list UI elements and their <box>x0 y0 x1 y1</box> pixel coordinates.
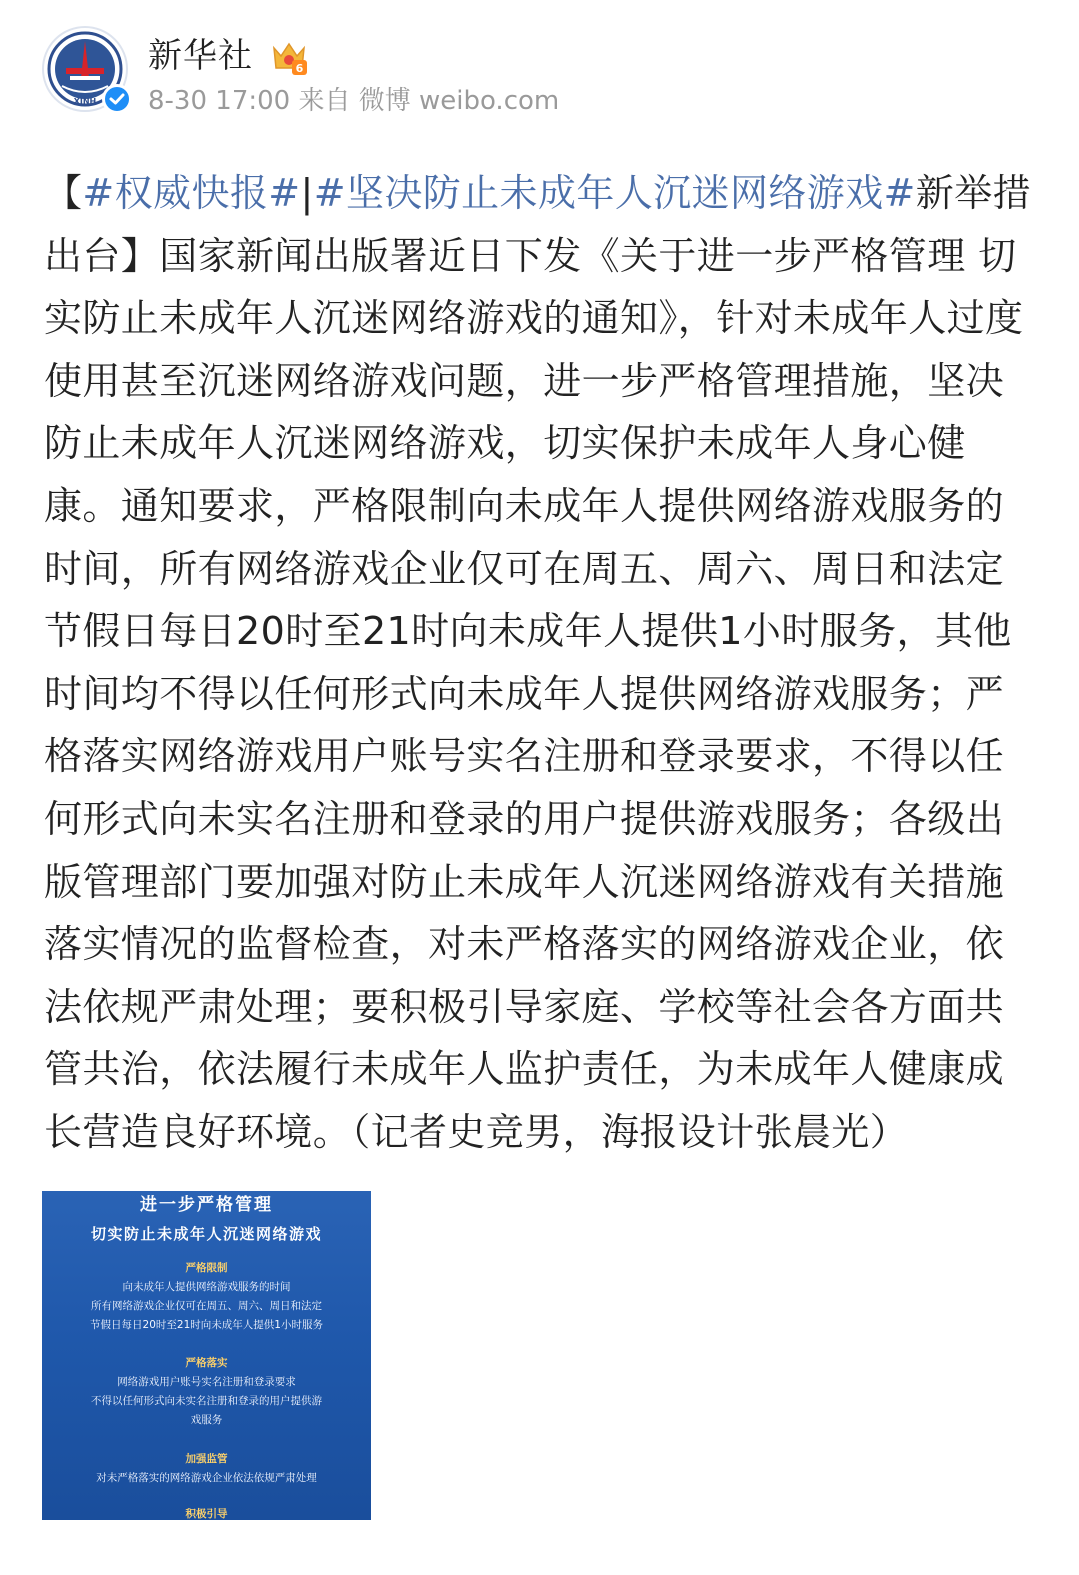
username[interactable]: 新华社 <box>148 36 253 76</box>
poster-section-supervise <box>42 1449 371 1488</box>
avatar[interactable] <box>42 26 128 112</box>
poster-section-line: 戏服务 <box>190 1414 223 1426</box>
vip-crown-icon[interactable] <box>270 38 308 78</box>
hashtag-authority-news[interactable]: #权威快报# <box>82 171 301 215</box>
post-meta: 8-30 17:00 来自 微博 weibo.com <box>148 86 560 116</box>
post-body-text: 新举措出台】国家新闻出版署近日下发《关于进一步严格管理 切实防止未成年人沉迷网络游戏的通知》，针对未成年人过度使用甚至沉迷网络游戏问题，进一步严格管理措施，坚决防止未成年人沉迷网络游戏，切实保护未成年人身心健康。通知要求，严格限制向未成年人提供网络游戏服务的时间，所有网络游戏企业仅可在周五、周六、周日和法定节假日每日20时至21时向未成年人提供1小时服务，其他时间均不得以任何形式向未成年人提供网络游戏服务；严格落实网络游戏用户账号实名注册和登录要求，不得以任何形式向未实名注册和登录的用户提供游戏服务；各级出版管理部门要加强对防止未成年人沉迷网络游戏有关措施落实情况的监督检查，对未严格落实的网络游戏企业，依法依规严肃处理；要积极引导家庭、学校等社会各方面共管共治，依法履行未成年人监护责任，为未成年人健康成长营造良好环境。（记者史竞男，海报设计张晨光） <box>44 171 1031 1154</box>
verified-icon <box>102 84 132 114</box>
poster-subtitle: 切实防止未成年人沉迷网络游戏 <box>90 1225 322 1243</box>
poster-section-line: 对未严格落实的网络游戏企业依法依规严肃处理 <box>96 1472 317 1484</box>
poster-section-line: 不得以任何形式向未实名注册和登录的用户提供游 <box>91 1395 322 1407</box>
poster-section-implement <box>42 1353 371 1430</box>
poster-section-line: 向未成年人提供网络游戏服务的时间 <box>122 1281 291 1293</box>
poster-section-guide <box>42 1504 371 1520</box>
poster-section-line: 节假日每日20时至21时向未成年人提供1小时服务 <box>90 1319 323 1331</box>
poster-section-limit <box>42 1258 371 1335</box>
poster-image[interactable] <box>42 1191 371 1520</box>
avatar-lettering: XINH <box>73 97 97 106</box>
post-body <box>44 162 1040 1164</box>
tag-separator: | <box>300 171 314 215</box>
poster-title: 进一步严格管理 <box>140 1195 273 1215</box>
poster-section-line: 网络游戏用户账号实名注册和登录要求 <box>117 1376 296 1388</box>
poster-section-heading: 严格落实 <box>185 1357 228 1369</box>
post-header <box>42 26 1042 126</box>
poster-section-heading: 加强监管 <box>185 1453 228 1465</box>
poster-section-line: 所有网络游戏企业仅可在周五、周六、周日和法定 <box>91 1300 322 1312</box>
vip-level: 6 <box>295 62 304 75</box>
hashtag-prevent-addiction[interactable]: #坚决防止未成年人沉迷网络游戏# <box>313 171 916 215</box>
poster-section-heading: 严格限制 <box>185 1262 228 1274</box>
poster-section-heading: 积极引导 <box>185 1508 228 1520</box>
open-bracket: 【 <box>44 171 83 215</box>
